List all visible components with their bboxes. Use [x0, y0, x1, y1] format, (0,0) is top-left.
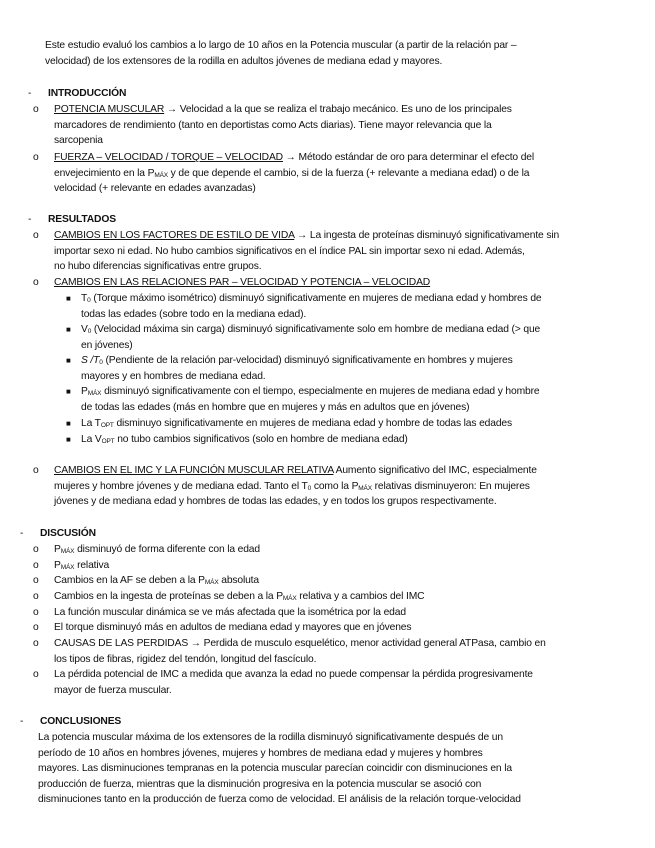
item-text: T [81, 293, 88, 304]
sub-item-slope [81, 353, 626, 384]
circle-bullet: o [33, 638, 39, 649]
discusion-item: La función muscular dinámica se ve más afectada que la isométrica por la edad [54, 607, 406, 618]
item-text: sarcopenia [54, 135, 103, 147]
item-text: mujeres y hombre jóvenes y de mediana edad. Tanto el T [54, 480, 308, 492]
item-text: disminuyó significativamente con el tiempo, especialmente en mujeres de mediana edad y hombre [101, 386, 540, 397]
circle-bullet: o [33, 277, 39, 288]
square-bullet: ■ [66, 356, 71, 365]
intro-line: velocidad) de los extensores de la rodilla en adultos jóvenes de mediana edad y mayores. [45, 55, 443, 67]
arrow-right-icon: → [285, 152, 296, 163]
section-heading-conclusiones [20, 714, 121, 730]
discusion-item-causas [54, 636, 624, 667]
square-bullet: ■ [66, 419, 71, 428]
discusion-item-imc [54, 667, 629, 698]
list-item-potencia [54, 102, 624, 149]
item-text: P [54, 544, 61, 555]
section-heading-discusion [20, 526, 96, 542]
item-text: (Pendiente de la relación par-velocidad) disminuyó significativamente en hombres y mujeres [102, 355, 513, 366]
circle-bullet: o [33, 591, 39, 602]
item-text: en jóvenes) [81, 339, 133, 351]
item-text: marcadores de rendimiento (tanto en deportistas como Acts diarias). Tiene mayor relevancia que la [54, 119, 492, 131]
dash-marker: - [20, 716, 24, 727]
item-text: de todas las edades (más en hombre que en mujeres y más en adultos que en jóvenes) [81, 401, 470, 413]
subscript: MÁX [60, 564, 75, 571]
item-text: La T [81, 418, 101, 429]
item-heading: POTENCIA MUSCULAR [54, 104, 165, 115]
section-heading-introduccion [28, 86, 126, 102]
discusion-item [54, 573, 259, 589]
subscript: 0 [307, 484, 312, 492]
circle-bullet: o [33, 575, 39, 586]
paragraph-line: disminuciones tanto en la producción de fuerza como de velocidad. El análisis de la relación torque-velocidad [38, 794, 521, 806]
item-text: como la P [311, 480, 359, 492]
discusion-item [54, 589, 424, 605]
section-heading-resultados [28, 212, 116, 228]
section-title: DISCUSIÓN [40, 528, 96, 539]
item-heading: CAMBIOS EN LOS FACTORES DE ESTILO DE VIDA [54, 230, 295, 241]
item-text: los tipos de fibras, rigidez del tendón, longitud del fascículo. [54, 653, 317, 665]
item-text: (Torque máximo isométrico) disminuyó significativamente en mujeres de mediana edad y hombres de [90, 293, 542, 304]
item-text: Perdida de musculo esquelético, menor actividad general ATPasa, cambio en [200, 638, 546, 649]
item-heading: CAMBIOS EN LAS RELACIONES PAR – VELOCIDAD Y POTENCIA – VELOCIDAD [54, 277, 431, 288]
item-text: S /T [81, 355, 100, 366]
section-title: CONCLUSIONES [40, 716, 122, 727]
item-text: velocidad (+ relevante en edades avanzadas) [54, 183, 256, 195]
subscript: OPT [100, 422, 114, 429]
item-text: disminuyó de forma diferente con la edad [74, 544, 260, 555]
circle-bullet: o [33, 465, 39, 476]
paragraph-line: mayores. Las disminuciones tempranas en la potencia muscular parecían coincidir con disminuciones en la [38, 763, 512, 775]
subscript: MÁX [154, 171, 168, 179]
item-text: Velocidad a la que se realiza el trabajo mecánico. Es uno de los principales [177, 104, 512, 115]
arrow-right-icon: → [190, 638, 201, 649]
item-text: V [81, 324, 88, 335]
item-text: La pérdida potencial de IMC a medida que avanza la edad no puede compensar la pérdida progresivamente [54, 669, 533, 680]
item-text: CAUSAS DE LAS PERDIDAS [54, 638, 189, 649]
paragraph-line: período de 10 años en hombres jóvenes, mujeres y hombres de mediana edad y mujeres y hombres [38, 747, 483, 759]
square-bullet: ■ [66, 435, 71, 444]
section-title: RESULTADOS [48, 214, 116, 225]
item-heading: FUERZA – VELOCIDAD / TORQUE – VELOCIDAD [54, 152, 283, 163]
circle-bullet: o [33, 607, 39, 618]
dash-marker: - [28, 88, 32, 99]
subscript: 0 [87, 297, 91, 304]
dash-marker: - [20, 528, 24, 539]
list-item-estilo-vida [54, 228, 624, 275]
sub-item-vopt [81, 432, 626, 448]
paragraph-line: La potencia muscular máxima de los extensores de la rodilla disminuyó significativamente después de un [38, 732, 503, 743]
item-text: importar sexo ni edad. No hubo cambios significativos en el índice PAL sin importar sexo ni edad. Además, [54, 245, 525, 257]
square-bullet: ■ [66, 387, 71, 396]
item-text: no hubo diferencias significativas entre grupos. [54, 261, 262, 273]
item-text: absoluta [218, 575, 259, 586]
sub-item-t0 [81, 291, 626, 322]
subscript: MÁX [358, 484, 372, 492]
circle-bullet: o [33, 104, 39, 115]
subscript: MÁX [87, 390, 102, 397]
discusion-item [54, 542, 260, 558]
list-item-imc [54, 463, 624, 510]
subscript: MÁX [60, 548, 75, 555]
circle-bullet: o [33, 669, 39, 680]
discusion-item: El torque disminuyó más en adultos de mediana edad y mayores que en jóvenes [54, 622, 412, 633]
circle-bullet: o [33, 560, 39, 571]
item-text: mayores y en hombres de mediana edad. [81, 370, 266, 382]
item-text: Método estándar de oro para determinar el efecto del [295, 152, 535, 163]
subscript: OPT [101, 438, 115, 445]
dash-marker: - [28, 214, 32, 225]
item-text: disminuyo significativamente en mujeres de mediana edad y hombre de todas las edades [113, 418, 512, 429]
item-text: (Velocidad máxima sin carga) disminuyó significativamente solo em hombre de mediana edad (> que [91, 324, 541, 335]
subscript: MÁX [282, 595, 297, 602]
intro-line: Este estudio evaluó los cambios a lo largo de 10 años en la Potencia muscular (a partir de la relación par – [45, 40, 517, 51]
item-text: y de que depende el cambio, si de la fuerza (+ relevante a mediana edad) o de la [167, 167, 530, 179]
paragraph-line: producción de fuerza, mientras que la disminución progresiva en la potencia muscular se asoció con [38, 778, 482, 790]
discusion-item [54, 558, 109, 574]
sub-item-pmax [81, 384, 626, 415]
section-title: INTRODUCCIÓN [48, 88, 127, 99]
circle-bullet: o [33, 544, 39, 555]
sub-item-v0 [81, 322, 626, 353]
item-text: todas las edades (sobre todo en la mediana edad). [81, 308, 307, 320]
item-text: mayor de fuerza muscular. [54, 684, 172, 696]
item-text: relativa [74, 560, 110, 571]
subscript: 0 [87, 328, 92, 335]
square-bullet: ■ [66, 294, 71, 303]
item-heading: CAMBIOS EN EL IMC Y LA FUNCIÓN MUSCULAR RELATIVA [54, 465, 334, 476]
circle-bullet: o [33, 622, 39, 633]
item-text: P [54, 560, 61, 571]
sub-item-topt [81, 416, 626, 432]
subscript: MÁX [204, 579, 219, 586]
subscript: 0 [99, 359, 103, 366]
intro-paragraph [45, 38, 625, 69]
item-text: La ingesta de proteínas disminuyó significativamente sin [307, 230, 560, 241]
circle-bullet: o [33, 230, 39, 241]
item-text: relativa y a cambios del IMC [296, 591, 425, 602]
item-text: jóvenes y de mediana edad y hombres de todas las edades, y en todos los grupos respectivamente. [54, 496, 497, 508]
circle-bullet: o [33, 152, 39, 163]
item-text: no tubo cambios significativos (solo en hombre de mediana edad) [114, 434, 408, 445]
item-text: envejecimiento en la P [54, 167, 155, 179]
list-item-relaciones [54, 275, 430, 291]
item-text: relativas disminuyeron: En mujeres [371, 480, 530, 492]
square-bullet: ■ [66, 325, 71, 334]
arrow-right-icon: → [297, 230, 308, 241]
arrow-right-icon: → [166, 104, 178, 115]
item-text: P [81, 386, 88, 397]
conclusiones-paragraph [38, 730, 618, 808]
item-text: La V [81, 434, 102, 445]
item-text: Cambios en la AF se deben a la P [54, 575, 205, 586]
item-text: Aumento significativo del IMC, especialmente [333, 465, 537, 476]
item-text: Cambios en la ingesta de proteínas se deben a la P [54, 591, 283, 602]
list-item-fuerza [54, 150, 624, 197]
